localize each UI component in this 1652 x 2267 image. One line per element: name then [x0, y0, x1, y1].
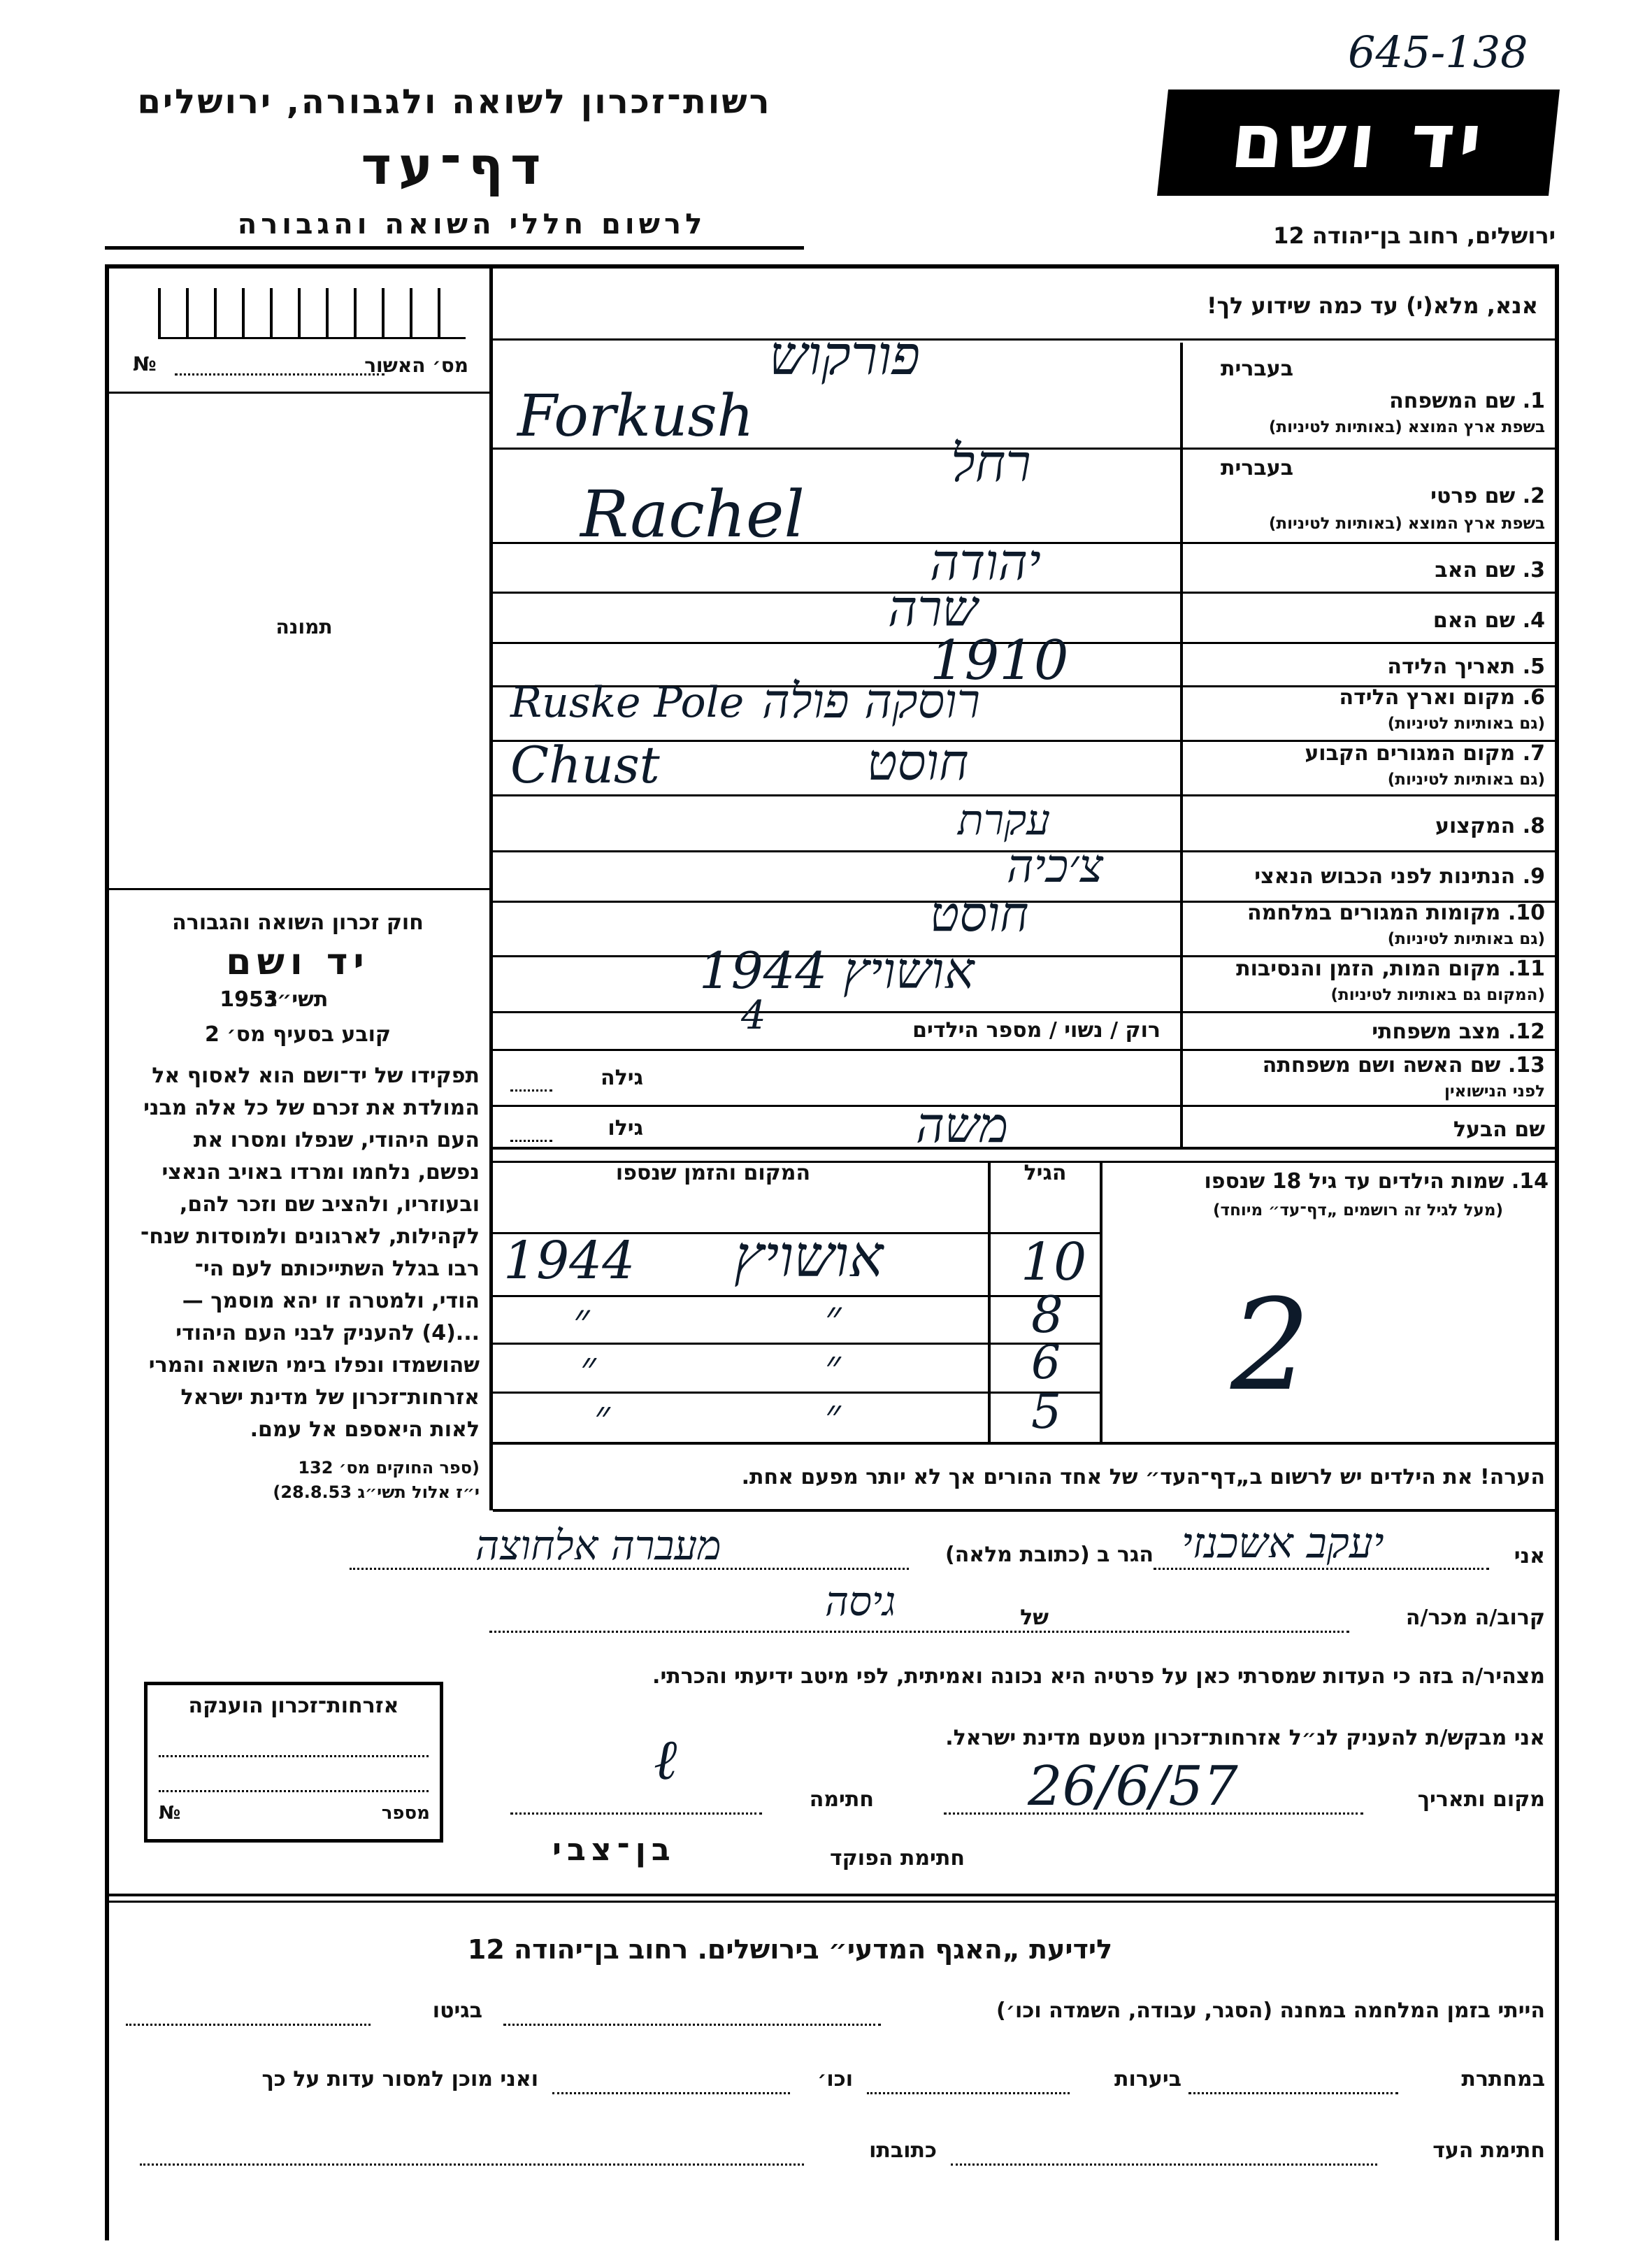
field-3-number: 3.: [1522, 558, 1545, 582]
field-1-sub: בשפת ארץ המוצא (באותיות לטיניות): [1268, 418, 1545, 436]
footer-address-field[interactable]: [140, 2162, 804, 2166]
field-7-number: 7.: [1522, 741, 1545, 766]
law-text-line: ...(4) להעניק לבני העם היהודי: [175, 1321, 480, 1345]
field-4-label: [1188, 608, 1545, 633]
field-8-number: 8.: [1522, 814, 1545, 838]
relation-value[interactable]: גיסה: [825, 1578, 896, 1625]
field-4-value[interactable]: שרה: [888, 579, 978, 638]
field-2-label-text: שם פרטי: [1430, 484, 1516, 508]
husband-label: שם הבעל: [1453, 1117, 1545, 1142]
declaration-text: מצהיר/ה בזה כי העדות שמסרתי כאן על פרטיה היא נכונה ואמיתית, לפי מיטב ידיעתי והכרתי.: [652, 1664, 1545, 1689]
children-row-rule: [493, 1392, 1101, 1394]
footer-rule: [105, 1894, 1559, 1896]
law-text-line: רבו בגלל השתייכותם לעם הי־: [194, 1257, 480, 1281]
children-count-mark[interactable]: 2: [1230, 1273, 1311, 1419]
child-age[interactable]: 5: [1031, 1385, 1062, 1440]
children-label-text: שמות הילדים עד גיל 18 שנספו: [1204, 1169, 1504, 1194]
child-year[interactable]: ״: [580, 1343, 596, 1392]
field-2-value-latin[interactable]: Rachel: [580, 477, 805, 552]
law-section: קובע בסעיף מס׳ 2: [204, 1022, 392, 1047]
field-6-number: 6.: [1522, 685, 1545, 710]
field-9-number: 9.: [1522, 864, 1545, 889]
field-10-label: [1188, 901, 1545, 925]
citizenship-box: [144, 1682, 443, 1843]
field-10-value[interactable]: חוסט: [930, 885, 1029, 943]
field-10-sub: (גם באותיות לטיניות): [1387, 930, 1545, 948]
instruction-rule: [493, 338, 1556, 341]
children-col-place: המקום והזמן שנספו: [615, 1161, 811, 1185]
citizenship-request: אני מבקש/ת להעניק לנ״ל אזרחות־זכרון מטעם מדינת ישראל.: [945, 1726, 1545, 1750]
field-11-sub: (המקום גם באותיות לטיניות): [1330, 986, 1545, 1004]
field-hebrew-hint: בעברית: [1221, 456, 1293, 480]
citizenship-box-title: אזרחות־זכרון הוענקה: [188, 1694, 399, 1718]
footer-partisans-field[interactable]: [1188, 2091, 1398, 2094]
child-year[interactable]: ״: [594, 1392, 610, 1440]
citizenship-number-sign: №: [159, 1803, 181, 1824]
husband-age-label: גילו: [608, 1116, 643, 1140]
field-11-number: 11.: [1507, 957, 1545, 981]
children-col-divider: [1100, 1161, 1102, 1443]
date-value[interactable]: 26/6/57: [1028, 1755, 1238, 1818]
field-11-label: [1188, 957, 1545, 981]
law-year: 1953: [220, 987, 278, 1012]
yad-vashem-logo: [1157, 90, 1560, 196]
child-age[interactable]: 6: [1031, 1336, 1061, 1389]
footer-witness-label: חתימת העד: [1432, 2138, 1545, 2163]
law-text-line: אזרחות־זכרון של מדינת ישראל: [180, 1385, 480, 1410]
form-subtitle: לרשום חללי השואה והגבורה: [237, 208, 707, 241]
footer-address-label: כתובתו: [869, 2138, 937, 2163]
photo-area-rule: [109, 888, 491, 890]
field-5-number: 5.: [1522, 655, 1545, 679]
footer-ghetto-field[interactable]: [126, 2022, 371, 2026]
footer-forests-field[interactable]: [867, 2091, 1070, 2094]
officer-signature-label: חתימת הפוקד: [830, 1846, 965, 1871]
footer-rule: [105, 1901, 1559, 1903]
officer-stamp: בן־צבי: [552, 1832, 676, 1868]
field-5-label: [1188, 655, 1545, 679]
field-6-label: [1188, 685, 1545, 710]
field-8-label: [1188, 814, 1545, 838]
law-text-line: ובעוזריו, ולהציב שם וזכר להם,: [179, 1192, 480, 1217]
frame-top: [105, 264, 1559, 269]
relation-label: קרוב/ה מכר/ה: [1405, 1606, 1545, 1630]
field-row-rule: [493, 1147, 1556, 1150]
field-12-label: [1188, 1020, 1545, 1044]
field-6-sub: (גם באותיות לטיניות): [1387, 715, 1545, 733]
field-13-label-text: שם האשה ושם משפחתה: [1262, 1053, 1501, 1078]
field-2-number: 2.: [1522, 484, 1545, 508]
child-place[interactable]: ״: [825, 1390, 841, 1439]
approval-number-label: מס׳ האשור: [364, 354, 468, 377]
field-12-label-text: מצב משפחתי: [1372, 1020, 1501, 1044]
field-3-value[interactable]: יהודה: [930, 533, 1041, 592]
field-4-number: 4.: [1522, 608, 1545, 633]
declarant-i-label: אני: [1514, 1544, 1545, 1568]
footer-etc-label: וכו׳: [817, 2067, 853, 2091]
field-13-sub: לפני הנישואין: [1444, 1082, 1545, 1101]
field-2-value-hebrew[interactable]: רחל: [951, 434, 1031, 494]
note-rule: [493, 1509, 1556, 1512]
declarant-lives-label: הגר ב (כתובת מלאה): [944, 1543, 1154, 1567]
law-text: [116, 1060, 480, 1446]
law-text-line: נפשם, נלחמו ומרדו באויב הנאצי: [161, 1160, 480, 1185]
label-column-divider: [1180, 343, 1183, 1147]
law-text-line: לקהילות, לארגונים ולמוסדות שנח־: [140, 1224, 480, 1249]
field-4-label-text: שם האם: [1432, 608, 1516, 633]
frame-right: [1555, 264, 1559, 2240]
signature-field[interactable]: [510, 1811, 762, 1815]
child-place[interactable]: ״: [825, 1341, 841, 1390]
field-8-value[interactable]: עקרת: [958, 796, 1051, 845]
field-11-value[interactable]: אושויץ 1944: [699, 941, 975, 1000]
field-7-value-latin[interactable]: Chust: [510, 736, 660, 794]
field-7-label: [1188, 741, 1545, 766]
field-7-label-text: מקום המגורים הקבוע: [1305, 741, 1516, 766]
citizenship-number-label: מספר: [381, 1803, 430, 1824]
approval-boxes: [116, 288, 480, 337]
relation-of-label: של: [1020, 1606, 1049, 1630]
frame-left: [105, 264, 109, 2240]
field-1-number: 1.: [1522, 389, 1545, 413]
form-title: דף־עד: [361, 136, 548, 196]
child-place[interactable]: ״: [825, 1291, 842, 1342]
children-col-divider: [988, 1161, 991, 1443]
field-row-rule: [493, 1049, 1556, 1051]
children-note: הערה! את הילדים יש לרשום ב„דף־העד״ של אחד ההורים אך לא יותר מפעם אחת.: [741, 1465, 1545, 1489]
law-text-line: תפקידו של יד־ושם הוא לאסוף אל: [152, 1064, 480, 1088]
children-number: 14.: [1511, 1169, 1549, 1194]
field-3-label-text: שם האב: [1435, 558, 1516, 582]
child-age[interactable]: 8: [1031, 1285, 1063, 1344]
field-1-label: [1188, 389, 1545, 413]
law-text-line: הודי, ולמטרה זו יהא מוסמך —: [182, 1289, 480, 1313]
wife-age-label: גילה: [601, 1066, 643, 1090]
declarant-address[interactable]: מעברה אלחוצה: [475, 1522, 721, 1569]
logo-text: יד ושם: [1227, 98, 1491, 185]
footer-camp-text: הייתי בזמן המלחמה במחנה (הסגר, עבודה, השמדה וכו׳): [996, 1998, 1545, 2023]
relation-field[interactable]: [489, 1629, 1349, 1633]
law-ref-1: (ספר החוקים מס׳ 132: [298, 1458, 480, 1478]
law-text-line: שהושמדו ונפלו בימי השואה והמרי: [148, 1353, 480, 1378]
declarant-signature-mark[interactable]: ℓ: [654, 1727, 677, 1792]
children-count[interactable]: 4: [741, 993, 766, 1038]
field-10-number: 10.: [1507, 901, 1545, 925]
approval-rule: [109, 392, 491, 394]
child-year[interactable]: ״: [573, 1294, 590, 1345]
footer-forests-label: ביערות: [1114, 2067, 1181, 2091]
children-col-age: הגיל: [1023, 1161, 1067, 1185]
footer-partisans-label: במחתרת: [1461, 2067, 1545, 2091]
place-date-label: מקום ותאריך: [1417, 1787, 1545, 1812]
field-2-label: [1188, 484, 1545, 508]
child-age[interactable]: 10: [1021, 1232, 1087, 1292]
footer-ready-text: ואני מוכן למסור עדות על כך: [261, 2067, 538, 2091]
footer-camp-field[interactable]: [503, 2022, 881, 2026]
footer-etc-field[interactable]: [552, 2091, 790, 2094]
field-5-value[interactable]: 1910: [930, 629, 1069, 692]
law-ref-2: י״ז אלול תשי״ג 28.8.53): [273, 1482, 480, 1502]
authority-name: רשות־זכרון לשואה ולגבורה, ירושלים: [137, 83, 772, 122]
field-1-label-text: שם המשפחה: [1389, 389, 1516, 413]
signature-label: חתימה: [809, 1787, 874, 1812]
footer-witness-field[interactable]: [951, 2162, 1377, 2166]
field-6-value-latin[interactable]: Ruske Pole: [510, 678, 745, 727]
field-1-value-hebrew[interactable]: פורקוש: [769, 324, 921, 387]
declarant-name[interactable]: יעקב אשכנזי: [1181, 1519, 1384, 1568]
institution-address: ירושלים, רחוב בן־יהודה 12: [1273, 222, 1556, 249]
footer-title: לידיעת „האגף המדעי״ בירושלים. רחוב בן־יהודה 12: [467, 1934, 1113, 1965]
field-13-label: [1188, 1053, 1545, 1078]
archive-reference: 645-138: [1348, 27, 1528, 78]
field-9-value[interactable]: צ׳כיה: [1007, 839, 1104, 893]
approval-number-sign: №: [133, 352, 157, 376]
field-3-label: [1188, 558, 1545, 582]
children-label: [1112, 1169, 1549, 1194]
subtitle-rule: [105, 246, 804, 250]
field-11-label-text: מקום המות, הזמן והנסיבות: [1236, 957, 1501, 981]
photo-label: תמונה: [275, 615, 333, 638]
law-text-line: המולדת את זכרם של כל אלה מבני: [143, 1096, 480, 1120]
field-7-value-hebrew[interactable]: חוסט: [867, 733, 969, 792]
children-sub: (מעל לגיל זה רושמים „דף־עד״ מיוחד): [1213, 1201, 1503, 1220]
field-9-label: [1188, 864, 1545, 889]
field-6-value-hebrew[interactable]: רוסקה פולה: [762, 674, 981, 729]
children-table-bottom: [493, 1442, 1556, 1445]
field-row-rule: [493, 1105, 1556, 1107]
law-title: חוק זכרון השואה והגבורה: [172, 910, 424, 935]
field-1-value-latin[interactable]: Forkush: [517, 383, 754, 450]
field-hebrew-hint: בעברית: [1221, 357, 1293, 381]
husband-age-field[interactable]: [510, 1138, 552, 1142]
field-12-number: 12.: [1507, 1020, 1545, 1044]
field-13-number: 13.: [1507, 1053, 1545, 1078]
child-place[interactable]: אושויץ: [734, 1224, 884, 1290]
field-8-label-text: המקצוע: [1435, 814, 1516, 838]
law-year-he: תשי״ג: [267, 987, 329, 1012]
law-text-line: לאות היאספם אל עמם.: [250, 1417, 480, 1442]
instruction: אנא, מלא(י) עד כמה שידוע לך!: [1206, 292, 1538, 319]
husband-name-value[interactable]: משה: [916, 1096, 1009, 1154]
wife-age-field[interactable]: [510, 1088, 552, 1092]
field-7-sub: (גם באותיות לטיניות): [1387, 771, 1545, 789]
child-year[interactable]: 1944: [503, 1231, 635, 1291]
marital-status-options: רוק / נשוי / מספר הילדים: [912, 1018, 1161, 1043]
field-row-rule: [493, 1011, 1556, 1013]
law-text-line: העם היהודי, שנפלו ומסרו את: [193, 1128, 480, 1152]
field-2-sub: בשפת ארץ המוצא (באותיות לטיניות): [1268, 515, 1545, 533]
field-5-label-text: תאריך הלידה: [1387, 655, 1516, 679]
field-10-label-text: מקומות המגורים במלחמה: [1247, 901, 1501, 925]
field-6-label-text: מקום וארץ הלידה: [1339, 685, 1516, 710]
law-name: יד ושם: [226, 941, 370, 983]
approval-number-field[interactable]: [175, 372, 385, 376]
footer-ghetto-label: בגיטו: [432, 1998, 482, 2023]
field-9-label-text: הנתינות לפני הכבוש הנאצי: [1254, 864, 1516, 889]
